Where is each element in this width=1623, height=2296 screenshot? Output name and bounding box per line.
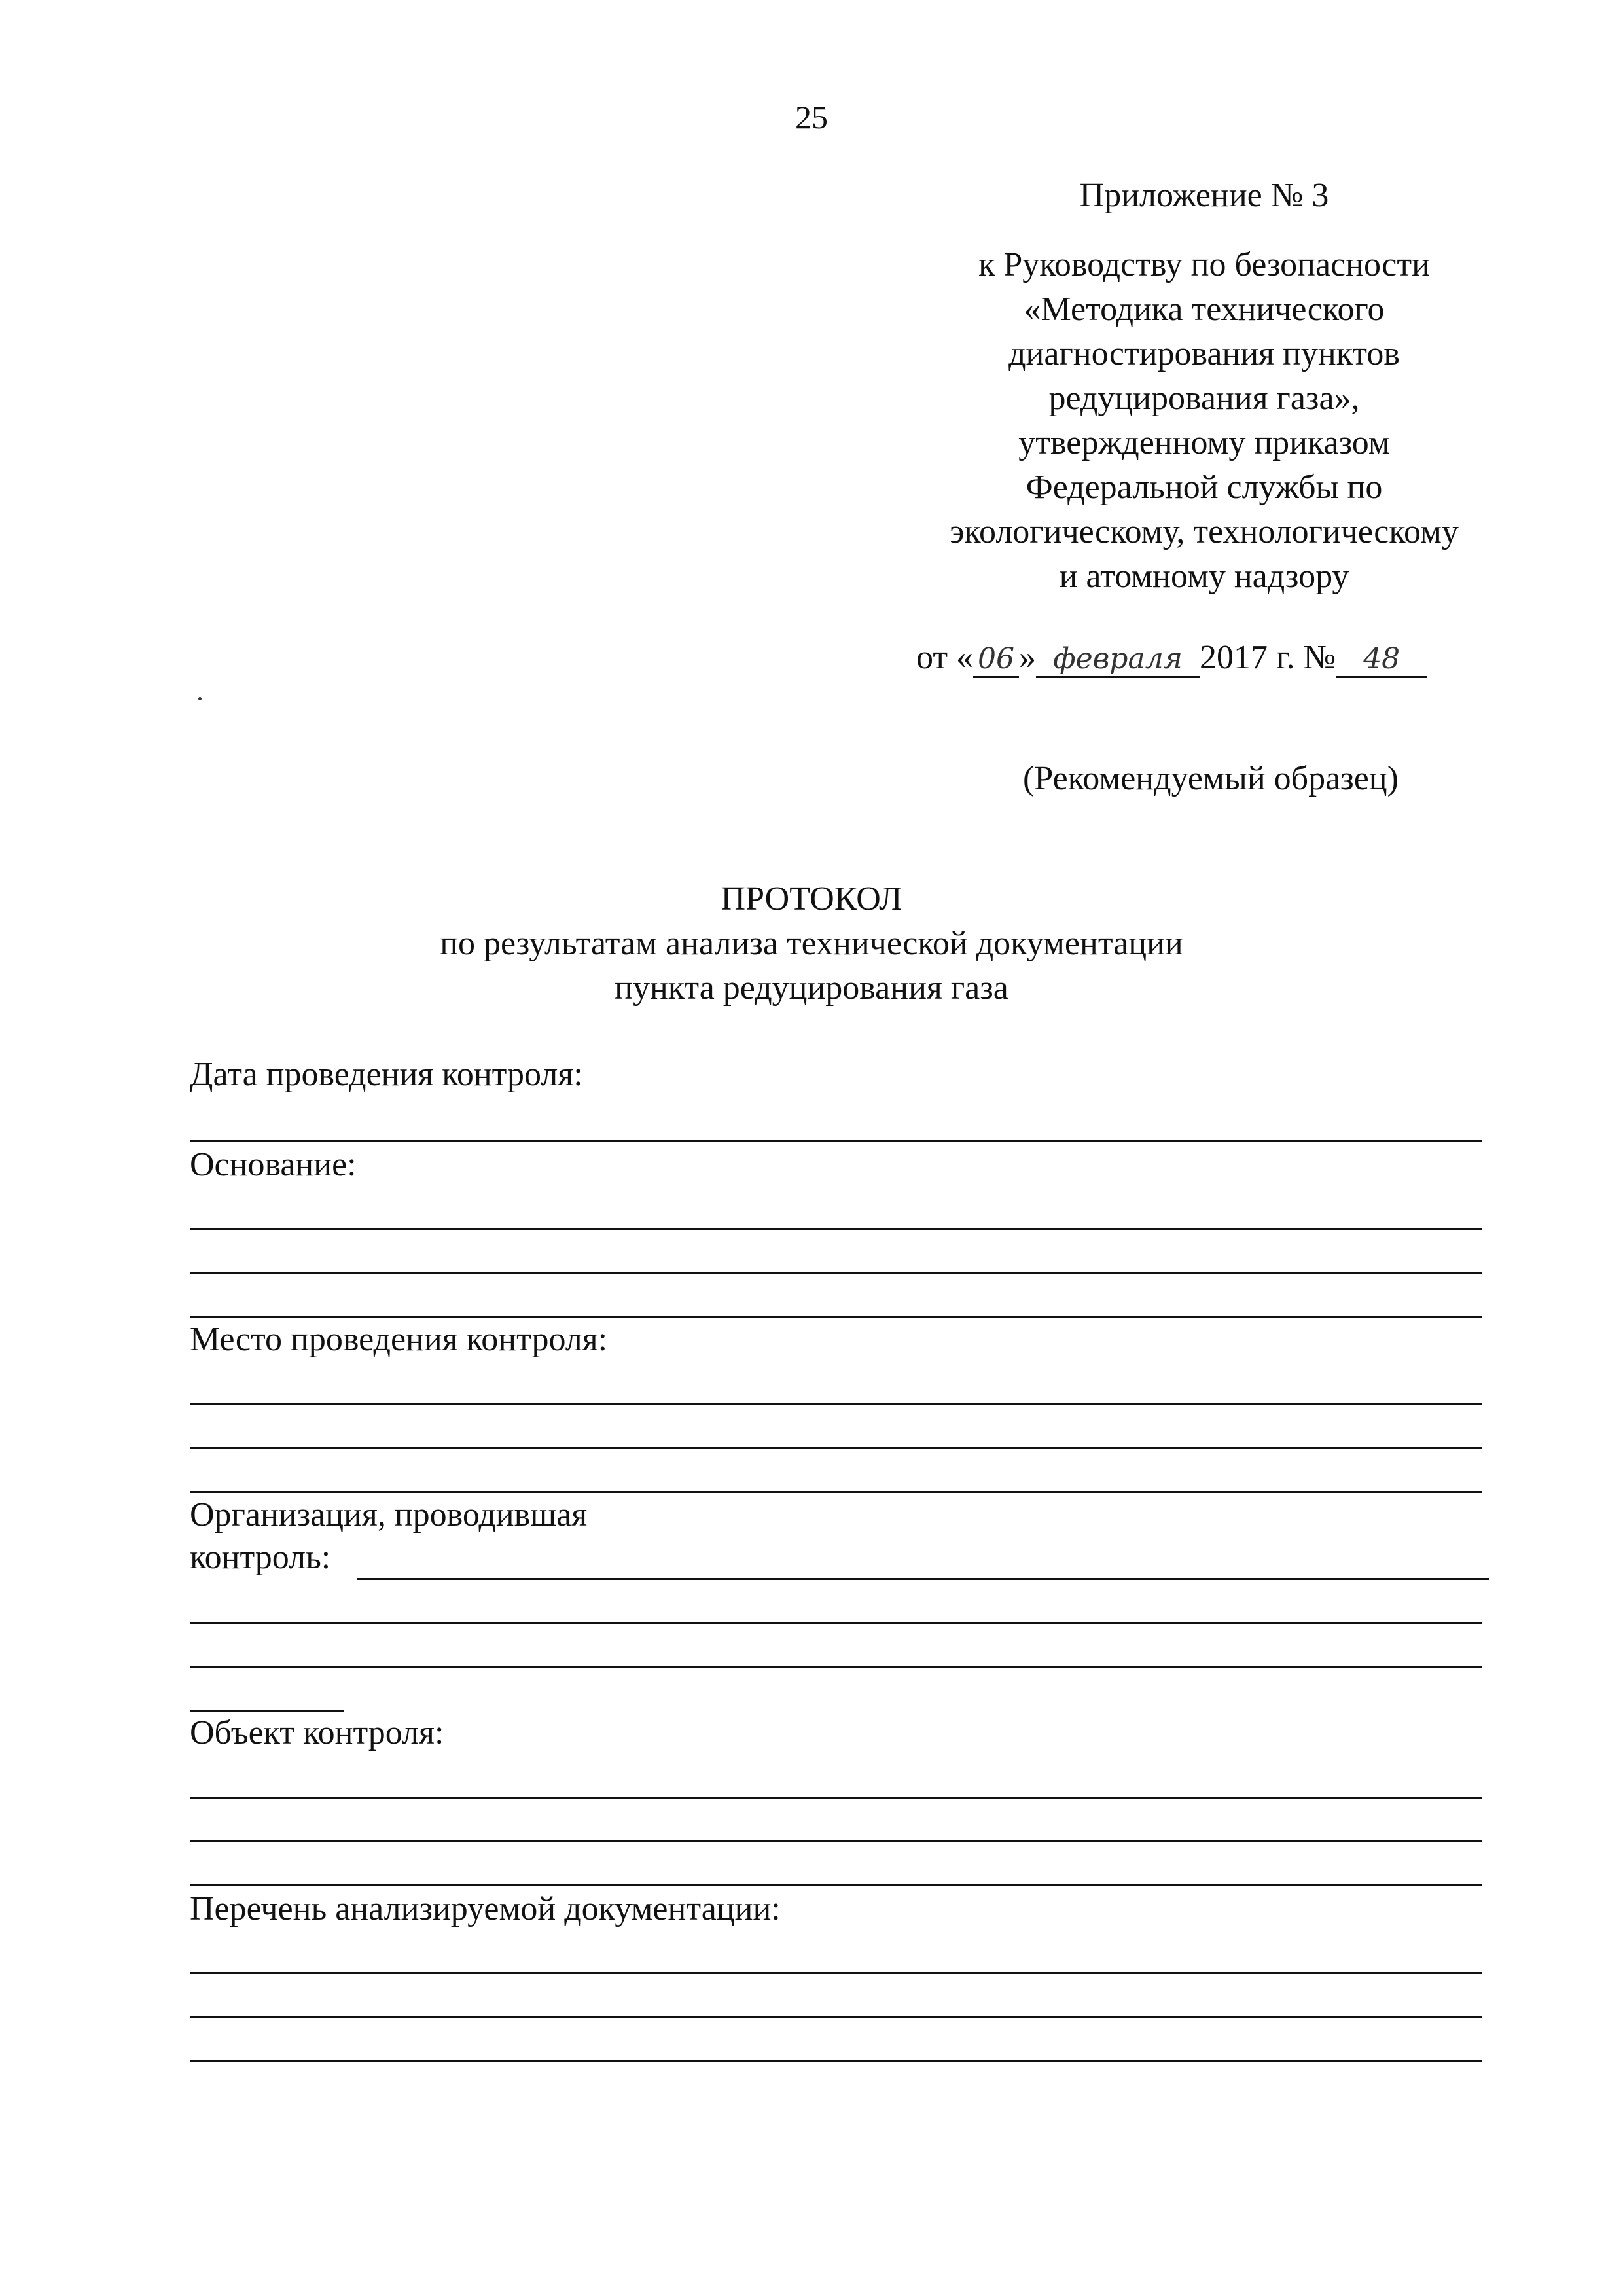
annex-line: диагностирования пунктов — [1008, 335, 1400, 372]
organization-line[interactable] — [357, 1578, 1489, 1580]
protocol-title: ПРОТОКОЛ — [721, 880, 902, 918]
place-of-control-line[interactable] — [190, 1491, 1482, 1493]
protocol-subtitle-line: пункта редуцирования газа — [615, 969, 1008, 1007]
order-month-handwritten: февраля — [1036, 642, 1200, 678]
annex-line: утвержденному приказом — [1018, 424, 1390, 461]
order-date-line — [916, 638, 1427, 678]
annex-header — [903, 173, 1505, 599]
organization-label-cont: контроль: — [190, 1539, 331, 1576]
object-of-control-line[interactable] — [190, 1840, 1482, 1842]
scan-dot — [198, 697, 202, 700]
object-of-control-label: Объект контроля: — [190, 1714, 444, 1751]
page-number: 25 — [795, 99, 828, 135]
place-of-control-line[interactable] — [190, 1403, 1482, 1405]
annex-line: редуцирования газа», — [1048, 380, 1360, 417]
order-date-prefix: от « — [916, 639, 974, 676]
place-of-control-label: Место проведения контроля: — [190, 1321, 608, 1358]
documentation-list-line[interactable] — [190, 2016, 1482, 2018]
order-year: 2017 г. № — [1200, 639, 1336, 676]
organization-line[interactable] — [190, 1666, 1482, 1668]
object-of-control-line[interactable] — [190, 1884, 1482, 1886]
basis-line[interactable] — [190, 1316, 1482, 1318]
annex-line: Федеральной службы по — [1026, 469, 1383, 506]
documentation-list-label: Перечень анализируемой документации: — [190, 1890, 781, 1928]
recommended-sample-note: (Рекомендуемый образец) — [1023, 760, 1399, 797]
order-day-handwritten: 06 — [973, 642, 1019, 678]
organization-label: Организация, проводившая — [190, 1496, 588, 1534]
annex-line: экологическому, технологическому — [950, 513, 1459, 550]
object-of-control-line[interactable] — [190, 1797, 1482, 1799]
basis-line[interactable] — [190, 1228, 1482, 1230]
date-of-control-label: Дата проведения контроля: — [190, 1056, 583, 1093]
protocol-subtitle-line: по результатам анализа технической документации — [440, 925, 1183, 962]
documentation-list-line[interactable] — [190, 2060, 1482, 2062]
annex-line: «Методика технического — [1024, 291, 1385, 328]
annex-title: Приложение № 3 — [1079, 177, 1329, 214]
documentation-list-line[interactable] — [190, 1972, 1482, 1974]
order-date-middle: » — [1019, 639, 1037, 676]
basis-label: Основание: — [190, 1146, 357, 1183]
annex-line: и атомному надзору — [1059, 558, 1349, 595]
basis-line[interactable] — [190, 1272, 1482, 1274]
date-of-control-line[interactable] — [190, 1140, 1482, 1142]
place-of-control-line[interactable] — [190, 1447, 1482, 1449]
organization-line[interactable] — [190, 1622, 1482, 1624]
annex-line: к Руководству по безопасности — [978, 246, 1430, 283]
protocol-heading — [0, 877, 1623, 1011]
separator-line — [190, 1710, 344, 1712]
order-number-handwritten: 48 — [1336, 642, 1427, 678]
